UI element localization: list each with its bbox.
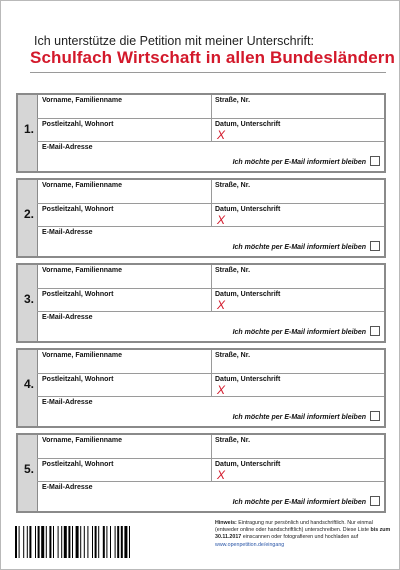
barcode-bar [84,526,85,558]
row-divider [37,118,384,119]
petition-intro: Ich unterstütze die Petition mit meiner Unterschrift: [34,34,314,48]
email-opt-in-checkbox[interactable] [370,411,380,421]
postal-label: Postleitzahl, Wohnort [42,291,114,298]
email-opt-in-label: Ich möchte per E-Mail informiert bleiben [232,159,366,166]
signature-entry [16,93,386,173]
barcode-bar [23,526,24,558]
barcode-bar [64,526,67,558]
email-opt-in-checkbox[interactable] [370,241,380,251]
barcode-bar [106,526,107,558]
petition-title: Schulfach Wirtschaft in allen Bundesländern [30,48,395,67]
signature-cross-icon: X [217,128,226,142]
barcode-bar [19,526,20,558]
barcode-bar [35,526,36,558]
barcode-bar [121,526,123,558]
row-divider [37,458,384,459]
date-signature-label: Datum, Unterschrift [215,206,281,213]
barcode-bar [58,526,59,558]
entry-number: 3. [24,292,35,306]
email-opt-in-label: Ich möchte per E-Mail informiert bleiben [232,414,366,421]
row-divider [37,396,384,397]
barcode-bar [46,526,47,558]
signature-entry [16,263,386,343]
row-divider [37,481,384,482]
email-label: E-Mail-Adresse [42,399,93,406]
barcode-bar [115,526,116,558]
barcode-bar [53,526,54,558]
signature-cross-icon: X [217,213,226,227]
entry-number: 2. [24,207,35,221]
barcode-bar [98,526,99,558]
name-label: Vorname, Familienname [42,182,123,189]
barcode-bar [117,526,119,558]
email-label: E-Mail-Adresse [42,229,93,236]
hint-text-1: Eintragung nur persönlich und handschriftlich. Nur einmal (entweder online oder handschriftlich) unterschreiben. Diese Liste [215,520,373,534]
row-divider [37,141,384,142]
barcode-bar [68,526,70,558]
email-opt-in-label: Ich möchte per E-Mail informiert bleiben [232,244,366,251]
signature-cross-icon: X [217,383,226,397]
name-label: Vorname, Familienname [42,437,123,444]
barcode-bar [72,526,73,558]
barcode-bar [49,526,51,558]
barcode-bar [95,526,97,558]
name-label: Vorname, Familienname [42,352,123,359]
street-label: Straße, Nr. [215,182,251,189]
barcode-bar [80,526,81,558]
street-label: Straße, Nr. [215,97,251,104]
barcode-bar [103,526,105,558]
street-label: Straße, Nr. [215,437,251,444]
barcode-bar [41,526,44,558]
postal-label: Postleitzahl, Wohnort [42,206,114,213]
postal-label: Postleitzahl, Wohnort [42,376,114,383]
row-divider [37,288,384,289]
title-divider [30,72,386,73]
barcode-bar [110,526,111,558]
date-signature-label: Datum, Unterschrift [215,461,281,468]
postal-label: Postleitzahl, Wohnort [42,461,114,468]
row-divider [37,226,384,227]
signature-entry [16,178,386,258]
barcode-bar [15,526,17,558]
barcode-bar [124,526,127,558]
row-divider [37,203,384,204]
signature-entry [16,348,386,428]
signature-cross-icon: X [217,298,226,312]
row-divider [37,373,384,374]
name-label: Vorname, Familienname [42,267,123,274]
barcode-bar [27,526,28,558]
street-label: Straße, Nr. [215,352,251,359]
email-opt-in-checkbox[interactable] [370,496,380,506]
name-label: Vorname, Familienname [42,97,123,104]
entry-number: 4. [24,377,35,391]
date-signature-label: Datum, Unterschrift [215,291,281,298]
barcode-bar [129,526,130,558]
hint-label: Hinweis: [215,520,237,526]
barcode-bar [38,526,40,558]
email-opt-in-label: Ich möchte per E-Mail informiert bleiben [232,329,366,336]
barcode [15,526,203,558]
barcode-bar [61,526,62,558]
postal-label: Postleitzahl, Wohnort [42,121,114,128]
date-signature-label: Datum, Unterschrift [215,376,281,383]
entry-number: 1. [24,122,35,136]
footer-hint [215,520,395,549]
row-divider [37,311,384,312]
email-label: E-Mail-Adresse [42,314,93,321]
signature-entry [16,433,386,513]
hint-deadline: bis zum 30.11.2017 [215,527,391,541]
hint-text-2: einscannen oder fotografieren und hochladen auf [242,534,359,541]
barcode-bar [87,526,88,558]
email-opt-in-checkbox[interactable] [370,326,380,336]
entry-number: 5. [24,462,35,476]
barcode-bar [92,526,93,558]
email-opt-in-label: Ich möchte per E-Mail informiert bleiben [232,499,366,506]
hint-upload-link[interactable]: www.openpetition.de/eingang [215,541,285,548]
email-label: E-Mail-Adresse [42,144,93,151]
barcode-bar [29,526,31,558]
street-label: Straße, Nr. [215,267,251,274]
signature-cross-icon: X [217,468,226,482]
date-signature-label: Datum, Unterschrift [215,121,281,128]
email-opt-in-checkbox[interactable] [370,156,380,166]
email-label: E-Mail-Adresse [42,484,93,491]
barcode-bar [76,526,79,558]
